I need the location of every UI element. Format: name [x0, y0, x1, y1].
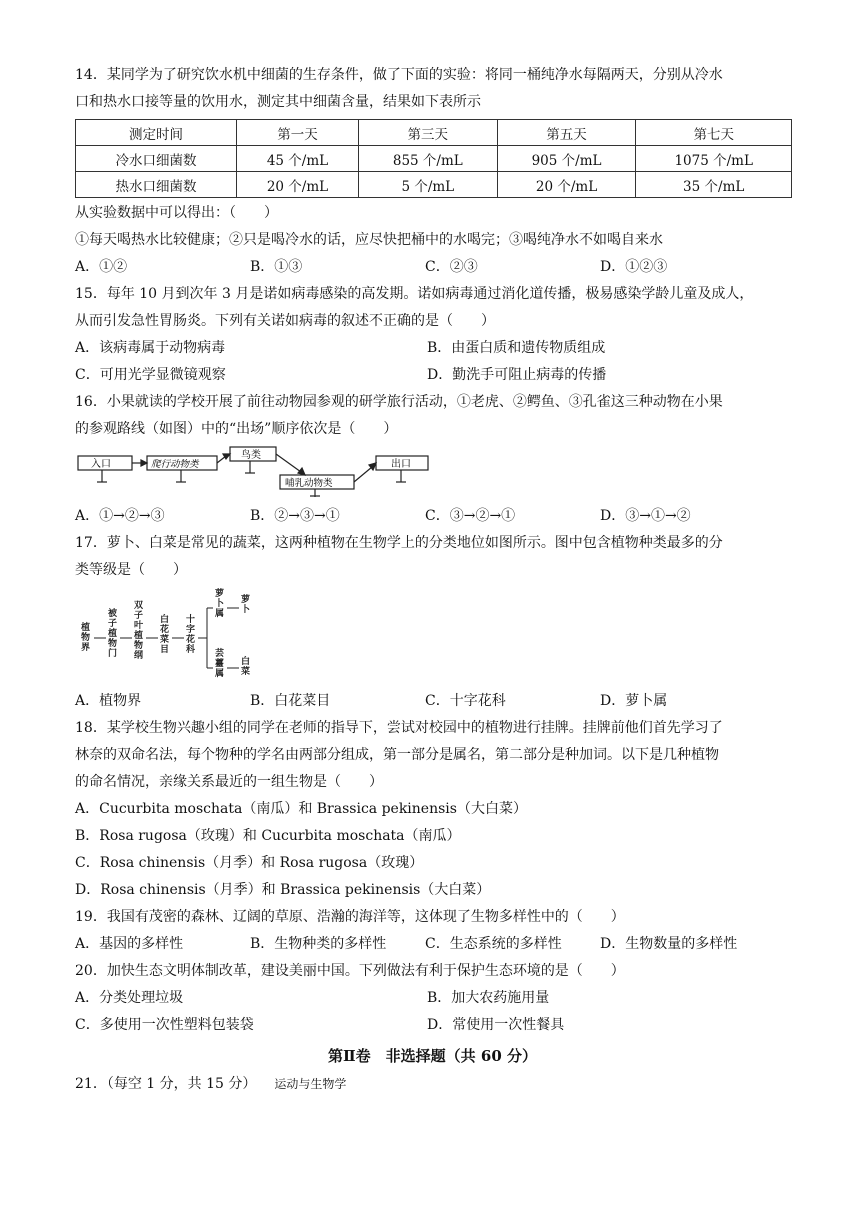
tree-kingdom-label: 植物界 — [81, 623, 91, 653]
q20-options-row2 — [75, 1012, 790, 1039]
route-reptile-label: 爬行动物类 — [151, 459, 199, 470]
question-17 — [75, 530, 790, 715]
q14-stem-line1: 14．某同学为了研究饮水机中细菌的生存条件，做了下面的实验：将同一桶纯净水每隔两天，分别从冷水 — [75, 67, 723, 83]
option-b[interactable]: B．生物种类的多样性 — [250, 936, 387, 952]
table-cell: 热水口细菌数 — [76, 172, 237, 198]
option-b[interactable]: B．白花菜目 — [250, 693, 331, 709]
table-header-row — [76, 120, 792, 146]
option-b[interactable]: B．①③ — [250, 259, 303, 275]
zoo-route-diagram — [75, 445, 475, 497]
q14-prompt: 从实验数据中可以得出：（ ） — [75, 205, 278, 221]
exam-page — [75, 62, 790, 1098]
option-a[interactable]: A．Cucurbita moschata（南瓜）和 Brassica pekinensis（大白菜） — [75, 801, 527, 817]
table-cell: 20 个/mL — [237, 172, 359, 198]
q19-options — [75, 931, 790, 958]
route-bird-label: 鸟类 — [241, 450, 261, 461]
option-a[interactable]: A．分类处理垃圾 — [75, 990, 184, 1006]
option-d[interactable]: D．①②③ — [600, 259, 668, 275]
option-a[interactable]: A．①→②→③ — [75, 508, 165, 524]
table-cell: 35 个/mL — [636, 172, 792, 198]
question-20 — [75, 958, 790, 1039]
option-d[interactable]: D．生物数量的多样性 — [600, 936, 738, 952]
question-14 — [75, 62, 790, 281]
question-16 — [75, 389, 790, 530]
q16-stem-line1: 16．小果就读的学校开展了前往动物园参观的研学旅行活动，①老虎、②鳄鱼、③孔雀这三种动物在小果 — [75, 394, 723, 410]
q17-options — [75, 688, 790, 715]
tree-class-label: 双子叶植物纲 — [134, 601, 144, 661]
table-row — [76, 146, 792, 172]
option-a[interactable]: A．①② — [75, 259, 128, 275]
q15-options-row1 — [75, 335, 790, 362]
option-c[interactable]: C．生态系统的多样性 — [425, 936, 562, 952]
question-18 — [75, 715, 790, 904]
q20-stem: 20．加快生态文明体制改革，建设美丽中国。下列做法有利于保护生态环境的是（ ） — [75, 963, 625, 979]
q14-statements: ①每天喝热水比较健康；②只是喝冷水的话，应尽快把桶中的水喝完；③喝纯净水不如喝自来水 — [75, 232, 663, 248]
q19-stem: 19．我国有茂密的森林、辽阔的草原、浩瀚的海洋等，这体现了生物多样性中的（ ） — [75, 909, 625, 925]
table-cell: 1075 个/mL — [636, 146, 792, 172]
q15-options-row2 — [75, 362, 790, 389]
table-cell: 855 个/mL — [358, 146, 497, 172]
table-cell: 5 个/mL — [358, 172, 497, 198]
q16-options — [75, 503, 790, 530]
table-header-cell: 第七天 — [636, 120, 792, 146]
q14-stem-line2: 口和热水口接等量的饮用水，测定其中细菌含量，结果如下表所示 — [75, 94, 481, 110]
option-d[interactable]: D．常使用一次性餐具 — [427, 1017, 565, 1033]
option-a[interactable]: A．基因的多样性 — [75, 936, 184, 952]
q18-stem-line1: 18．某学校生物兴趣小组的同学在老师的指导下，尝试对校园中的植物进行挂牌。挂牌前他们首先学习了 — [75, 720, 723, 736]
question-21 — [75, 1071, 790, 1098]
q21-stem: 21．（每空 1 分，共 15 分） — [75, 1076, 257, 1092]
option-d[interactable]: D．③→①→② — [600, 508, 691, 524]
option-a[interactable]: A．该病毒属于动物病毒 — [75, 340, 226, 356]
section-2-title: 第Ⅱ卷 非选择题（共 60 分） — [328, 1047, 537, 1065]
table-header-cell: 第五天 — [497, 120, 636, 146]
option-c[interactable]: C．可用光学显微镜观察 — [75, 367, 226, 383]
question-19 — [75, 904, 790, 958]
tree-genus2-label: 芸薹属 — [215, 649, 225, 679]
taxonomy-tree-diagram — [79, 586, 279, 686]
table-row — [76, 172, 792, 198]
q21-topic: 运动与生物学 — [274, 1077, 347, 1091]
q18-stem-line2: 林奈的双命名法，每个物种的学名由两部分组成，第一部分是属名，第二部分是种加词。以下是几种植物 — [75, 747, 719, 763]
option-c[interactable]: C．多使用一次性塑料包装袋 — [75, 1017, 254, 1033]
table-header-cell: 第三天 — [358, 120, 497, 146]
option-c[interactable]: C．十字花科 — [425, 693, 506, 709]
q20-options-row1 — [75, 985, 790, 1012]
bacteria-table — [75, 119, 792, 198]
route-exit-label: 出口 — [391, 459, 411, 470]
route-mammal-label: 哺乳动物类 — [285, 478, 333, 489]
option-c[interactable]: C．Rosa chinensis（月季）和 Rosa rugosa（玫瑰） — [75, 855, 424, 871]
option-b[interactable]: B．Rosa rugosa（玫瑰）和 Cucurbita moschata（南瓜） — [75, 828, 461, 844]
tree-phylum-label: 被子植物门 — [108, 609, 118, 659]
tree-order-label: 白花菜目 — [160, 615, 170, 655]
tree-family-label: 十字花科 — [186, 615, 196, 655]
q18-stem-line3: 的命名情况，亲缘关系最近的一组生物是（ ） — [75, 774, 383, 790]
table-cell: 20 个/mL — [497, 172, 636, 198]
option-d[interactable]: D．Rosa chinensis（月季）和 Brassica pekinensis（大白菜） — [75, 882, 491, 898]
route-entrance-label: 入口 — [91, 459, 111, 470]
table-header-cell: 测定时间 — [76, 120, 237, 146]
q14-options — [75, 254, 790, 281]
table-cell: 905 个/mL — [497, 146, 636, 172]
option-d[interactable]: D．萝卜属 — [600, 693, 668, 709]
tree-species2-label: 白菜 — [241, 657, 251, 677]
table-header-cell: 第一天 — [237, 120, 359, 146]
q17-stem-line1: 17．萝卜、白菜是常见的蔬菜，这两种植物在生物学上的分类地位如图所示。图中包含植物种类最多的分 — [75, 535, 723, 551]
q16-stem-line2: 的参观路线（如图）中的“出场”顺序依次是（ ） — [75, 421, 398, 437]
option-b[interactable]: B．加大农药施用量 — [427, 990, 550, 1006]
q15-stem-line2: 从而引发急性胃肠炎。下列有关诺如病毒的叙述不正确的是（ ） — [75, 313, 495, 329]
option-b[interactable]: B．由蛋白质和遗传物质组成 — [427, 340, 606, 356]
question-15 — [75, 281, 790, 389]
q15-stem-line1: 15．每年 10 月到次年 3 月是诺如病毒感染的高发期。诺如病毒通过消化道传播，极易感染学龄儿童及成人， — [75, 286, 754, 302]
option-a[interactable]: A．植物界 — [75, 693, 142, 709]
tree-genus1-label: 萝卜属 — [215, 589, 225, 619]
option-b[interactable]: B．②→③→① — [250, 508, 340, 524]
table-cell: 45 个/mL — [237, 146, 359, 172]
option-d[interactable]: D．勤洗手可阻止病毒的传播 — [427, 367, 607, 383]
option-c[interactable]: C．②③ — [425, 259, 478, 275]
option-c[interactable]: C．③→②→① — [425, 508, 516, 524]
q17-stem-line2: 类等级是（ ） — [75, 562, 187, 578]
table-cell: 冷水口细菌数 — [76, 146, 237, 172]
tree-species1-label: 萝卜 — [241, 595, 251, 615]
